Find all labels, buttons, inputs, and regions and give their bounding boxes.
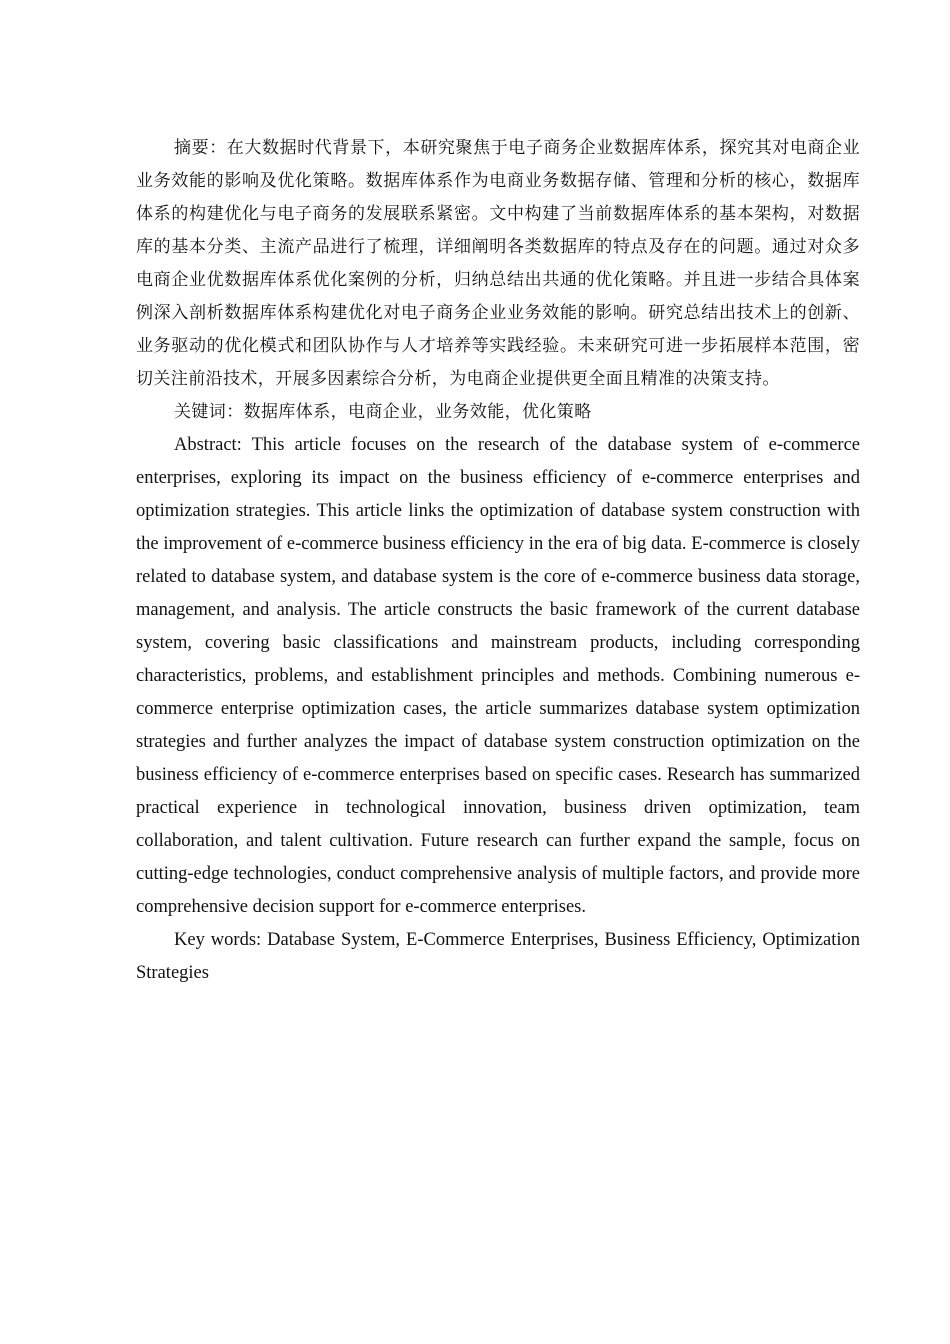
chinese-keywords-paragraph [136,396,860,429]
english-keywords-paragraph: Key words: Database System, E-Commerce Enterprises, Business Efficiency, Optimization Strategies [136,930,860,983]
chinese-abstract-paragraph [136,132,860,396]
chinese-keywords-label: 关键词： [174,402,244,422]
chinese-abstract-text: 在大数据时代背景下，本研究聚焦于电子商务企业数据库体系，探究其对电商企业业务效能的影响及优化策略。数据库体系作为电商业务数据存储、管理和分析的核心，数据库体系的构建优化与电子商务的发展联系紧密。文中构建了当前数据库体系的基本架构，对数据库的基本分类、主流产品进行了梳理，详细阐明各类数据库的特点及存在的问题。通过对众多电商企业优数据库体系优化案例的分析，归纳总结出共通的优化策略。并且进一步结合具体案例深入剖析数据库体系构建优化对电子商务企业业务效能的影响。研究总结出技术上的创新、业务驱动的优化模式和团队协作与人才培养等实践经验。未来研究可进一步拓展样本范围，密切关注前沿技术，开展多因素综合分析，为电商企业提供更全面且精准的决策支持。 [136,138,861,389]
chinese-abstract-label: 摘要： [174,138,227,158]
english-abstract-paragraph: Abstract: This article focuses on the research of the database system of e-commerce enterprises, exploring its impact on the business efficiency of e-commerce enterprises and optimization strategies. This article links the optimization of database system construction with the improvement of e-commerce business efficiency in the era of big data. E-commerce is closely related to database system, and database system is the core of e-commerce business data storage, management, and analysis. The article constructs the basic framework of the current database system, covering basic classifications and mainstream products, including corresponding characteristics, problems, and establishment principles and methods. Combining numerous e-commerce enterprise optimization cases, the article summarizes database system optimization strategies and further analyzes the impact of database system construction optimization on the business efficiency of e-commerce enterprises based on specific cases. Research has summarized practical experience in technological innovation, business driven optimization, team collaboration, and talent cultivation. Future research can further expand the sample, focus on cutting-edge technologies, conduct comprehensive analysis of multiple factors, and provide more comprehensive decision support for e-commerce enterprises. [136,435,860,917]
chinese-keywords-text: 数据库体系，电商企业，业务效能，优化策略 [243,402,592,422]
document-page [136,132,860,990]
